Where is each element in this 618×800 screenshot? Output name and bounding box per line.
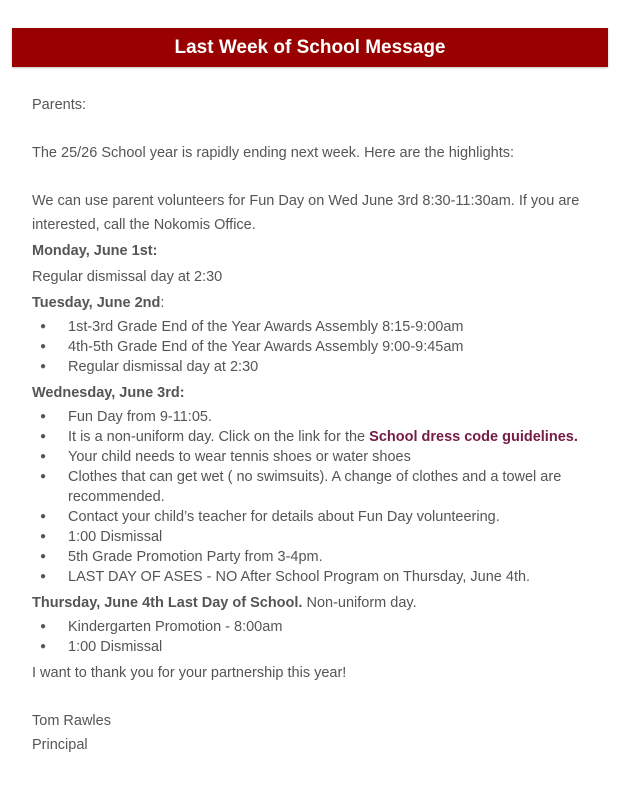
bullet-icon: ● [40,341,47,352]
list-item: ● Your child needs to wear tennis shoes or water shoes [40,449,411,465]
bullet-icon: ● [40,621,47,632]
list-item: ● Kindergarten Promotion - 8:00am [40,619,283,635]
signature-name: Tom Rawles [32,713,111,729]
thursday-heading-suffix: Non-uniform day. [302,595,417,611]
thanks-text: I want to thank you for your partnership this year! [32,665,347,681]
list-item: ● Regular dismissal day at 2:30 [40,359,259,375]
intro-text: The 25/26 School year is rapidly ending next week. Here are the highlights: [32,145,515,161]
list-item: ● 1st-3rd Grade End of the Year Awards Assembly 8:15-9:00am [40,319,464,335]
bullet-icon: ● [40,511,47,522]
wednesday-heading: Wednesday, June 3rd: [32,385,185,401]
bullet-icon: ● [40,451,47,462]
list-item: ● Fun Day from 9-11:05. [40,409,212,425]
list-item: ● 1:00 Dismissal [40,639,163,655]
monday-text: Regular dismissal day at 2:30 [32,269,223,285]
list-item: ● Contact your child’s teacher for details about Fun Day volunteering. [40,509,500,525]
bullet-icon: ● [40,471,47,482]
bullet-icon: ● [40,551,47,562]
bullet-icon: ● [40,571,47,582]
tuesday-heading-suffix: : [160,295,165,311]
list-item: ● It is a non-uniform day. Click on the link for the School dress code guidelines. [40,429,578,445]
dress-code-link[interactable]: School dress code guidelines. [369,429,578,445]
bullet-icon: ● [40,641,47,652]
thursday-heading-line [32,591,592,615]
thursday-heading: Thursday, June 4th Last Day of School. [32,595,303,611]
header-banner [12,28,608,67]
list-item: ● 5th Grade Promotion Party from 3-4pm. [40,549,323,565]
signature-title: Principal [32,737,88,753]
greeting: Parents: [32,97,86,113]
thursday-list [32,617,592,657]
volunteer-text: We can use parent volunteers for Fun Day on Wed June 3rd 8:30-11:30am. If you are interested, call the Nokomis Office. [32,193,580,233]
tuesday-list [32,317,592,377]
monday-heading: Monday, June 1st: [32,243,158,259]
page-title: Last Week of School Message [174,36,446,58]
bullet-icon: ● [40,321,47,332]
list-item: ● Clothes that can get wet ( no swimsuits). A change of clothes and a towel are recommended. [40,469,562,505]
tuesday-heading: Tuesday, June 2nd [32,295,161,311]
bullet-icon: ● [40,361,47,372]
list-item: ● 4th-5th Grade End of the Year Awards Assembly 9:00-9:45am [40,339,464,355]
tuesday-heading-line [32,291,592,315]
bullet-icon: ● [40,531,47,542]
list-item: ● LAST DAY OF ASES - NO After School Program on Thursday, June 4th. [40,569,531,585]
bullet-icon: ● [40,431,47,442]
wednesday-list [32,407,592,587]
bullet-icon: ● [40,411,47,422]
message-body [32,93,592,757]
list-item: ● 1:00 Dismissal [40,529,163,545]
